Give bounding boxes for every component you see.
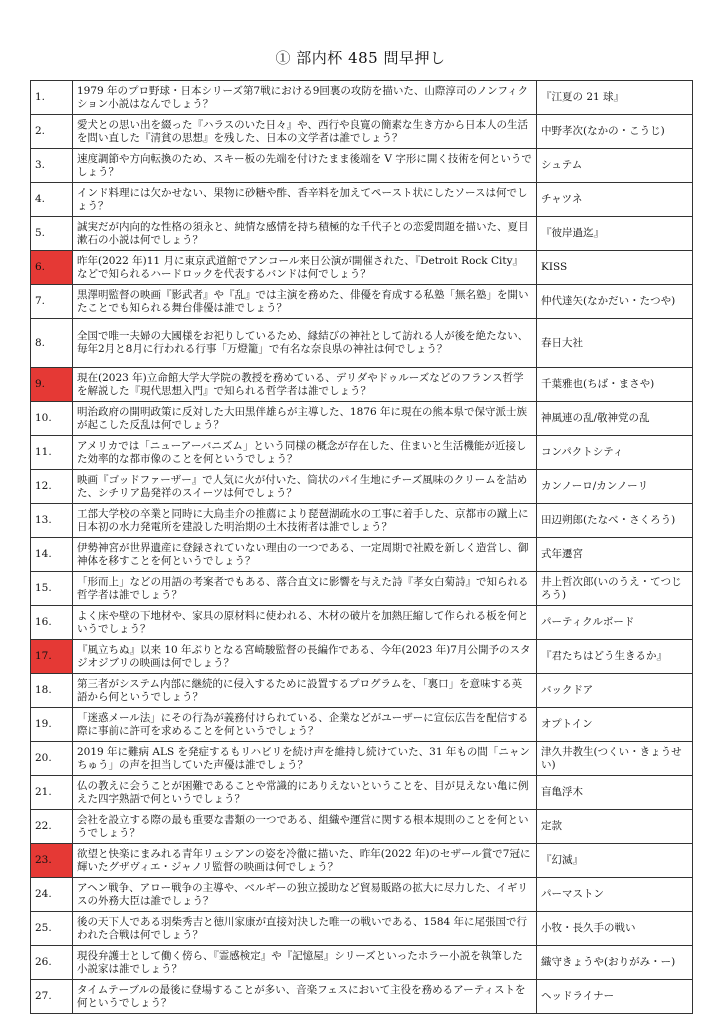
question-text: 2019 年に難病 ALS を発症するもリハビリを続け声を維持し続けていた、31 年もの間「ニャンちゅう」の声を担当していた声優は誰でしょう？	[73, 742, 537, 776]
answer-text: ヘッドライナー	[537, 980, 693, 1014]
question-number: 11.	[31, 436, 73, 470]
question-text: 黒澤明監督の映画『影武者』や『乱』では主演を務めた、俳優を育成する私塾「無名塾」を開いたことでも知られる舞台俳優は誰でしょう？	[73, 285, 537, 319]
question-number: 1.	[31, 81, 73, 115]
question-number: 8.	[31, 319, 73, 368]
answer-text: 織守きょうや(おりがみ・ー)	[537, 946, 693, 980]
answer-text: シュテム	[537, 149, 693, 183]
question-text: 『風立ちぬ』以来 10 年ぶりとなる宮崎駿監督の長編作である、今年(2023 年)7月公開予のスタジオジブリの映画は何でしょう？	[73, 640, 537, 674]
question-row	[31, 368, 693, 402]
answer-text: 仲代達矢(なかだい・たつや)	[537, 285, 693, 319]
answer-text: 定款	[537, 810, 693, 844]
question-row	[31, 115, 693, 149]
question-row	[31, 810, 693, 844]
question-number-highlighted: 23.	[31, 844, 73, 878]
question-text: 昨年(2022 年)11 月に東京武道館でアンコール来日公演が開催された、『Detroit Rock City』などで知られるハードロックを代表するバンドは何でしょう？	[73, 251, 537, 285]
question-row	[31, 183, 693, 217]
question-row	[31, 878, 693, 912]
question-text: 伊勢神宮が世界遺産に登録されていない理由の一つである、一定周期で社殿を新しく造営し、御神体を移すことを何というでしょう？	[73, 538, 537, 572]
answer-text: チャツネ	[537, 183, 693, 217]
question-number: 10.	[31, 402, 73, 436]
question-text: 工部大学校の卒業と同時に大鳥圭介の推薦により琵琶湖疏水の工事に着手した、京都市の蹴上に日本初の水力発電所を建設した明治期の土木技術者は誰でしょう？	[73, 504, 537, 538]
question-text: 仏の教えに会うことが困難であることや常識的にありえないということを、目が見えない亀に例えた四字熟語で何というでしょう？	[73, 776, 537, 810]
question-text: 「形而上」などの用語の考案者でもある、落合直文に影響を与えた詩『孝女白菊詩』で知られる哲学者は誰でしょう？	[73, 572, 537, 606]
answer-text: 小牧・長久手の戦い	[537, 912, 693, 946]
question-number: 20.	[31, 742, 73, 776]
question-text: 会社を設立する際の最も重要な書類の一つである、組織や運営に関する根本規則のことを何というでしょう？	[73, 810, 537, 844]
question-number: 22.	[31, 810, 73, 844]
answer-text: 『君たちはどう生きるか』	[537, 640, 693, 674]
question-text: アメリカでは「ニューアーバニズム」という同様の概念が存在した、住まいと生活機能が近接した効率的な都市像のことを何というでしょう？	[73, 436, 537, 470]
question-row	[31, 504, 693, 538]
question-row	[31, 217, 693, 251]
answer-text: KISS	[537, 251, 693, 285]
answer-text: 田辺朔郎(たなべ・さくろう)	[537, 504, 693, 538]
answer-text: カンノーロ/カンノーリ	[537, 470, 693, 504]
question-number: 7.	[31, 285, 73, 319]
question-number: 15.	[31, 572, 73, 606]
question-number: 14.	[31, 538, 73, 572]
answer-text: パーマストン	[537, 878, 693, 912]
question-number: 16.	[31, 606, 73, 640]
answer-text: パーティクルボード	[537, 606, 693, 640]
question-row	[31, 946, 693, 980]
answer-text: 『幻滅』	[537, 844, 693, 878]
answer-text: コンパクトシティ	[537, 436, 693, 470]
answer-text: 津久井教生(つくい・きょうせい)	[537, 742, 693, 776]
answer-text: 春日大社	[537, 319, 693, 368]
answer-text: 神風連の乱/敬神党の乱	[537, 402, 693, 436]
answer-text: バックドア	[537, 674, 693, 708]
question-text: 全国で唯一夫婦の大國様をお祀りしているため、縁結びの神社として訪れる人が後を絶たない、毎年2月と8月に行われる行事「万燈籠」で有名な奈良県の神社は何でしょう？	[73, 319, 537, 368]
answer-text: オプトイン	[537, 708, 693, 742]
question-number-highlighted: 9.	[31, 368, 73, 402]
question-text: タイムテーブルの最後に登場することが多い、音楽フェスにおいて主役を務めるアーティストを何というでしょう？	[73, 980, 537, 1014]
question-row	[31, 844, 693, 878]
question-text: アヘン戦争、アロー戦争の主導や、ベルギーの独立援助など貿易販路の拡大に尽力した、イギリスの外務大臣は誰でしょう？	[73, 878, 537, 912]
question-text: 第三者がシステム内部に継続的に侵入するために設置するプログラムを、「裏口」を意味する英語から何というでしょう？	[73, 674, 537, 708]
question-row	[31, 538, 693, 572]
question-text: インド料理には欠かせない、果物に砂糖や酢、香辛料を加えてペースト状にしたソースは何でしょう？	[73, 183, 537, 217]
question-row	[31, 572, 693, 606]
question-row	[31, 640, 693, 674]
question-row	[31, 674, 693, 708]
question-number-highlighted: 17.	[31, 640, 73, 674]
question-text: 現役弁護士として働く傍ら、『霊感検定』や『記憶屋』シリーズといったホラー小説を執筆した小説家は誰でしょう？	[73, 946, 537, 980]
question-text: 1979 年のプロ野球・日本シリーズ第7戦における9回裏の攻防を描いた、山際淳司のノンフィクション小説はなんでしょう？	[73, 81, 537, 115]
question-row	[31, 285, 693, 319]
question-row	[31, 81, 693, 115]
question-number: 4.	[31, 183, 73, 217]
question-row	[31, 980, 693, 1014]
question-number: 24.	[31, 878, 73, 912]
question-number: 5.	[31, 217, 73, 251]
question-text: 映画『ゴッドファーザー』で人気に火が付いた、筒状のパイ生地にチーズ風味のクリームを詰めた、シチリア島発祥のスイーツは何でしょう？	[73, 470, 537, 504]
question-row	[31, 708, 693, 742]
question-text: 速度調節や方向転換のため、スキー板の先端を付けたまま後端を V 字形に開く技術を何というでしょう？	[73, 149, 537, 183]
question-row	[31, 470, 693, 504]
question-number: 21.	[31, 776, 73, 810]
question-text: 明治政府の開明政策に反対した大田黒伴雄らが主導した、1876 年に現在の熊本県で保守派士族が起こした反乱は何でしょう？	[73, 402, 537, 436]
question-number: 3.	[31, 149, 73, 183]
answer-text: 中野孝次(なかの・こうじ)	[537, 115, 693, 149]
question-number: 12.	[31, 470, 73, 504]
question-text: よく床や壁の下地材や、家具の原材料に使われる、木材の破片を加熱圧縮して作られる板を何というでしょう？	[73, 606, 537, 640]
question-text: 「迷惑メール法」にその行為が義務付けられている、企業などがユーザーに宣伝広告を配信する際に事前に許可を求めることを何というでしょう？	[73, 708, 537, 742]
question-text: 誠実だが内向的な性格の須永と、純情な感情を持ち積極的な千代子との恋愛問題を描いた、夏目漱石の小説は何でしょう？	[73, 217, 537, 251]
question-number: 18.	[31, 674, 73, 708]
question-row	[31, 776, 693, 810]
question-row	[31, 436, 693, 470]
question-text: 愛犬との思い出を綴った『ハラスのいた日々』や、西行や良寛の簡素な生き方から日本人の生活を問い直した『清貧の思想』を残した、日本の文学者は誰でしょう？	[73, 115, 537, 149]
question-text: 現在(2023 年)立命館大学大学院の教授を務めている、デリダやドゥルーズなどのフランス哲学を解説した『現代思想入門』で知られる哲学者は誰でしょう？	[73, 368, 537, 402]
question-number: 25.	[31, 912, 73, 946]
question-number: 19.	[31, 708, 73, 742]
quiz-table	[30, 80, 693, 1014]
quiz-table-body	[31, 81, 693, 1014]
question-number: 13.	[31, 504, 73, 538]
answer-text: 盲亀浮木	[537, 776, 693, 810]
answer-text: 『江夏の 21 球』	[537, 81, 693, 115]
question-number-highlighted: 6.	[31, 251, 73, 285]
question-row	[31, 251, 693, 285]
question-number: 27.	[31, 980, 73, 1014]
question-text: 後の天下人である羽柴秀吉と徳川家康が直接対決した唯一の戦いである、1584 年に尾張国で行われた合戦は何でしょう？	[73, 912, 537, 946]
answer-text: 式年遷宮	[537, 538, 693, 572]
question-text: 欲望と快楽にまみれる青年リュシアンの姿を冷徹に描いた、昨年(2022 年)のセザール賞で7冠に輝いたグザヴィエ・ジャノリ監督の映画は何でしょう？	[73, 844, 537, 878]
question-number: 2.	[31, 115, 73, 149]
question-row	[31, 402, 693, 436]
answer-text: 千葉雅也(ちば・まさや)	[537, 368, 693, 402]
question-row	[31, 606, 693, 640]
question-row	[31, 149, 693, 183]
question-row	[31, 742, 693, 776]
question-row	[31, 319, 693, 368]
answer-text: 『彼岸過迄』	[537, 217, 693, 251]
question-number: 26.	[31, 946, 73, 980]
page-title: ① 部内杯 485 問早押し	[275, 49, 446, 67]
answer-text: 井上哲次郎(いのうえ・てつじろう)	[537, 572, 693, 606]
question-row	[31, 912, 693, 946]
